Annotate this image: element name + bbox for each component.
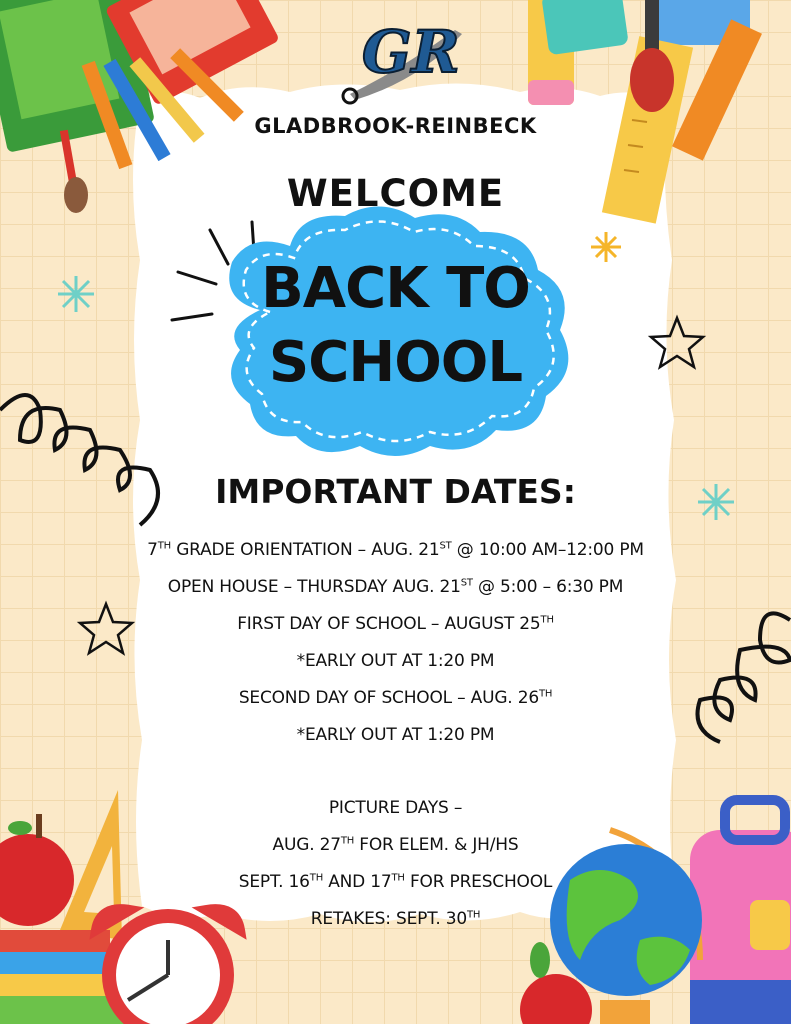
date-line-text: FOR PRESCHOOL xyxy=(404,872,553,892)
ordinal-suffix: TH xyxy=(340,835,355,847)
date-line-text: AND 17 xyxy=(323,872,392,892)
date-line-text: RETAKES: SEPT. 30 xyxy=(310,909,467,929)
date-line-text: SECOND DAY OF SCHOOL – AUG. 26 xyxy=(238,688,539,708)
date-line-text: AUG. 27 xyxy=(272,835,341,855)
ordinal-suffix: TH xyxy=(467,909,481,921)
date-line-text: PICTURE DAYS – xyxy=(328,798,463,818)
ordinal-suffix: TH xyxy=(309,872,324,884)
date-line xyxy=(0,651,791,671)
ordinal-suffix: TH xyxy=(540,614,554,626)
date-line-text: @ 10:00 AM–12:00 PM xyxy=(451,540,644,560)
date-line-text: GRADE ORIENTATION – AUG. 21 xyxy=(170,540,440,560)
date-line-text: *EARLY OUT AT 1:20 PM xyxy=(296,651,495,671)
date-line xyxy=(0,688,791,708)
ordinal-suffix: ST xyxy=(460,577,473,589)
date-line xyxy=(0,577,791,597)
date-line xyxy=(0,725,791,745)
date-line xyxy=(0,872,791,892)
date-line xyxy=(0,798,791,818)
ordinal-suffix: TH xyxy=(538,688,553,700)
important-dates-heading: IMPORTANT DATES: xyxy=(215,472,576,511)
date-line-text: FIRST DAY OF SCHOOL – AUGUST 25 xyxy=(237,614,541,634)
date-line-text: SEPT. 16 xyxy=(238,872,310,892)
school-logo-text: GR xyxy=(362,18,460,86)
headline-line1: BACK TO xyxy=(261,256,530,321)
ordinal-suffix: TH xyxy=(391,872,405,884)
date-line xyxy=(0,835,791,855)
date-line-text: OPEN HOUSE – THURSDAY AUG. 21 xyxy=(167,577,461,597)
ordinal-suffix: TH xyxy=(157,540,171,552)
welcome-heading: WELCOME xyxy=(286,172,505,215)
date-line-text: *EARLY OUT AT 1:20 PM xyxy=(296,725,495,745)
date-line-text: 7 xyxy=(147,540,158,560)
date-line xyxy=(0,614,791,634)
date-line xyxy=(0,540,791,560)
school-name: GLADBROOK-REINBECK xyxy=(254,114,537,138)
date-line-text: FOR ELEM. & JH/HS xyxy=(354,835,519,855)
date-line-text: @ 5:00 – 6:30 PM xyxy=(472,577,624,597)
headline-line2: SCHOOL xyxy=(268,330,523,395)
ordinal-suffix: ST xyxy=(439,540,452,552)
date-line xyxy=(0,909,791,929)
